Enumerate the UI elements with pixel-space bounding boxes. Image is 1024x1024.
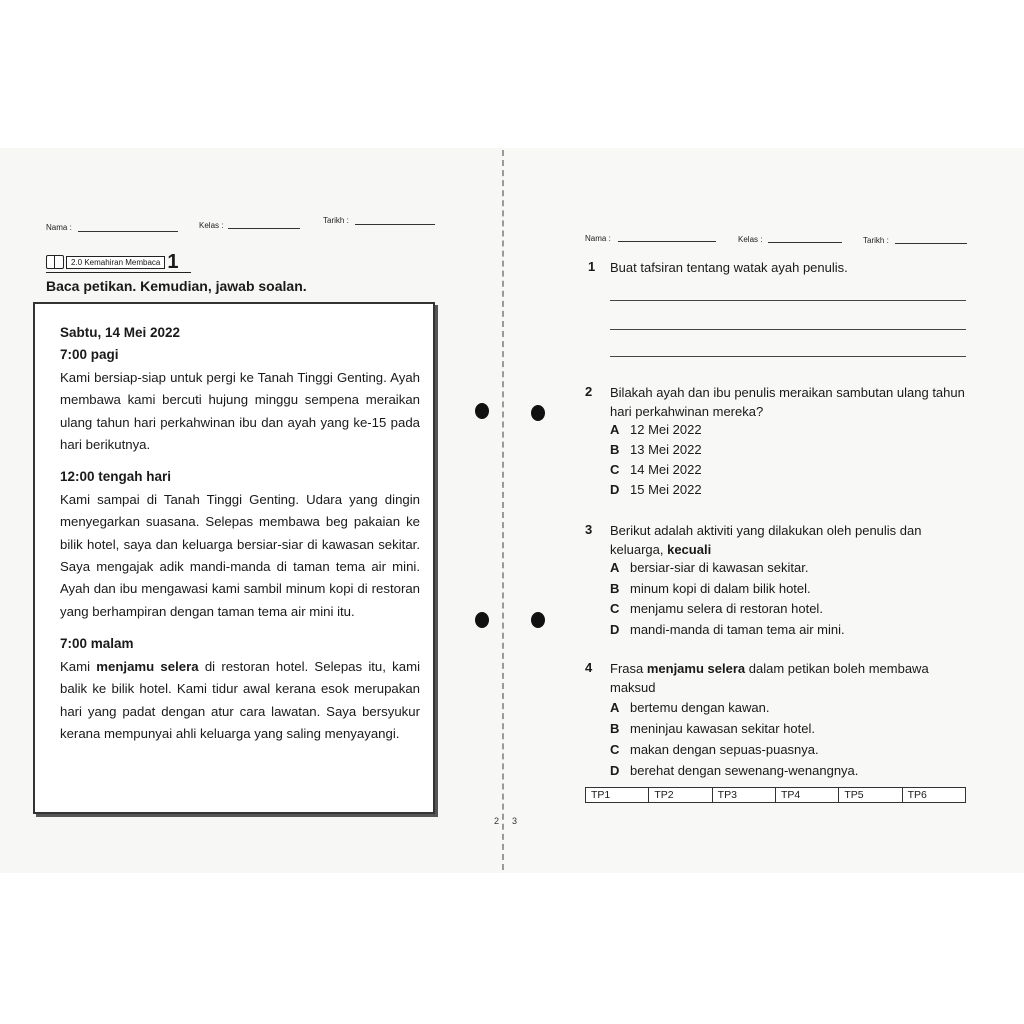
question-text: Frasa menjamu selera dalam petikan boleh membawa maksud	[610, 661, 929, 695]
passage-paragraph: Kami sampai di Tanah Tinggi Genting. Udara yang dingin menyegarkan suasana. Selepas membawa beg pakaian ke bilik hotel, saya dan keluarga bersiar-siar di kawasan sekitar. Saya mengajak adik mandi-manda di taman tema air mini. Ayah dan ibu mengawasi kami sambil minum kopi di restoran yang berhampiran dengan taman tema air mini itu.	[60, 491, 420, 619]
highlight-phrase: menjamu selera	[96, 658, 199, 674]
tag-underline	[46, 272, 191, 273]
option-a[interactable]: A bertemu dengan kawan.	[610, 700, 770, 715]
instruction: Baca petikan. Kemudian, jawab soalan.	[46, 278, 307, 294]
option-b[interactable]: B meninjau kawasan sekitar hotel.	[610, 721, 815, 736]
header-tarikh-label: Tarikh :	[863, 236, 889, 245]
option-c[interactable]: C makan dengan sepuas-puasnya.	[610, 742, 819, 757]
passage-box	[33, 302, 435, 814]
answer-line[interactable]	[610, 300, 966, 301]
passage-date: Sabtu, 14 Mei 2022	[60, 325, 181, 340]
binder-hole-right-bottom	[531, 612, 545, 628]
question-text: Bilakah ayah dan ibu penulis meraikan sambutan ulang tahun hari perkahwinan mereka?	[610, 385, 965, 419]
question-number: 2	[585, 384, 593, 399]
answer-line[interactable]	[610, 329, 966, 330]
kelas-line	[768, 242, 842, 243]
tp-cell[interactable]: TP2	[649, 788, 712, 802]
header-kelas-label: Kelas :	[738, 235, 763, 244]
option-d[interactable]: D berehat dengan sewenang-wenangnya.	[610, 763, 859, 778]
passage-paragraph: Kami menjamu selera di restoran hotel. Selepas itu, kami balik ke bilik hotel. Kami tidur awal kerana esok merupakan hari yang padat dengan atur cara lawatan. Saya bersyukur kerana mempunyai ahli keluarga yang saling menyayangi.	[60, 658, 421, 741]
kelas-line	[228, 228, 300, 229]
tp-cell[interactable]: TP6	[907, 789, 927, 801]
question-text: Berikut adalah aktiviti yang dilakukan oleh penulis dan keluarga, kecuali	[610, 523, 922, 557]
question-text: Buat tafsiran tentang watak ayah penulis.	[610, 260, 848, 275]
time-heading: 7:00 malam	[60, 636, 134, 652]
nama-line	[78, 231, 178, 232]
time-heading: 7:00 pagi	[60, 347, 119, 363]
question-number: 1	[588, 259, 596, 274]
option-d[interactable]: D 15 Mei 2022	[610, 482, 702, 497]
tp-cell[interactable]: TP4	[776, 788, 839, 802]
option-b[interactable]: B 13 Mei 2022	[610, 442, 702, 457]
binder-hole-left-bottom	[475, 612, 489, 628]
tarikh-line	[355, 224, 435, 225]
binder-hole-left-top	[475, 403, 489, 419]
tarikh-line	[895, 243, 967, 244]
section-label: 2.0 Kemahiran Membaca	[66, 256, 165, 269]
section-tag	[46, 251, 179, 273]
option-c[interactable]: C menjamu selera di restoran hotel.	[610, 601, 823, 616]
tp-level-row	[585, 787, 966, 803]
option-b[interactable]: B minum kopi di dalam bilik hotel.	[610, 581, 811, 596]
answer-line[interactable]	[610, 356, 966, 357]
option-a[interactable]: A 12 Mei 2022	[610, 422, 702, 437]
header-nama-label: Nama :	[46, 223, 72, 232]
passage-content	[60, 322, 420, 745]
question-number: 4	[585, 660, 593, 675]
binder-hole-right-top	[531, 405, 545, 421]
header-kelas-label: Kelas :	[199, 221, 224, 230]
page-number-left: 2	[494, 816, 500, 826]
nama-line	[618, 241, 716, 242]
option-a[interactable]: A bersiar-siar di kawasan sekitar.	[610, 560, 809, 575]
passage-paragraph: Kami bersiap-siap untuk pergi ke Tanah Tinggi Genting. Ayah membawa kami bercuti hujung minggu sempena meraikan ulang tahun hari perkahwinan ibu dan ayah yang ke-15 pada hari berikutnya.	[60, 369, 420, 453]
section-number: 1	[167, 251, 179, 273]
option-d[interactable]: D mandi-manda di taman tema air mini.	[610, 622, 845, 637]
page-number-right: 3	[512, 816, 518, 826]
tp-cell[interactable]: TP3	[713, 788, 776, 802]
tp-cell[interactable]: TP1	[586, 788, 649, 802]
tp-cell[interactable]: TP5	[839, 788, 902, 802]
option-c[interactable]: C 14 Mei 2022	[610, 462, 702, 477]
question-number: 3	[585, 522, 593, 537]
header-nama-label: Nama :	[585, 234, 611, 243]
header-tarikh-label: Tarikh :	[323, 216, 349, 225]
book-icon	[46, 255, 64, 269]
page-fold	[502, 150, 504, 870]
time-heading: 12:00 tengah hari	[60, 469, 172, 485]
